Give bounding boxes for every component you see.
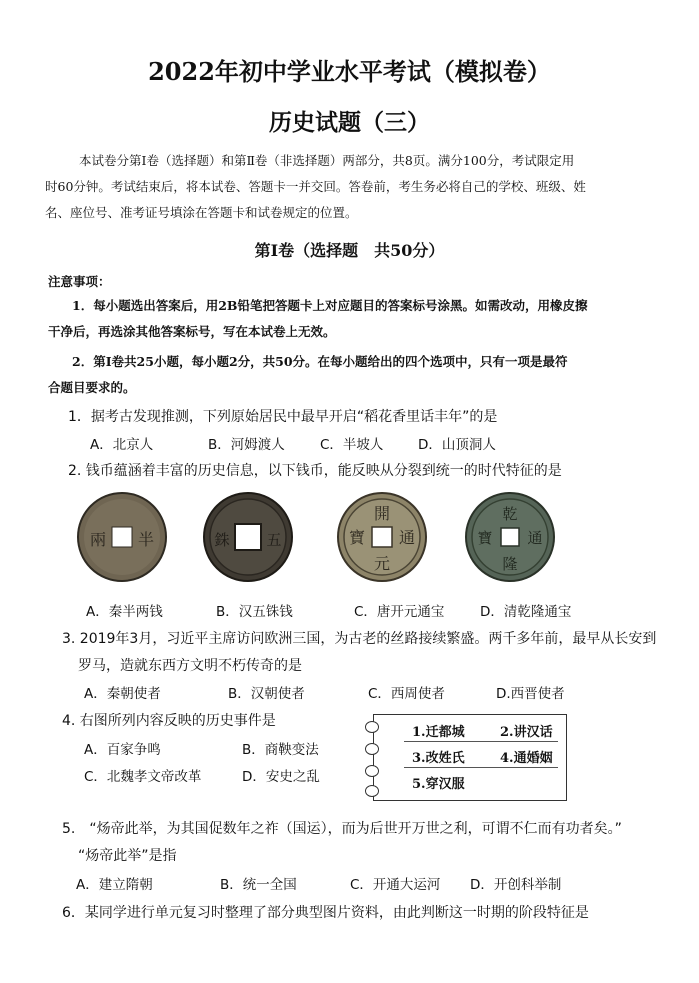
question-4-option-c[interactable]: C．北魏孝文帝改革 bbox=[84, 769, 202, 785]
coin-qianlong-image bbox=[464, 491, 556, 583]
card-item-5: 5.穿汉服 bbox=[412, 777, 465, 792]
svg-text:元: 元 bbox=[373, 554, 391, 573]
svg-text:開: 開 bbox=[373, 504, 391, 523]
card-item-3: 3.改姓氏 bbox=[412, 751, 465, 766]
question-1-option-c[interactable]: C．半坡人 bbox=[320, 437, 384, 453]
binder-ring-icon bbox=[365, 785, 379, 797]
question-5-option-b[interactable]: B．统一全国 bbox=[220, 877, 297, 893]
question-1-option-d[interactable]: D．山顶洞人 bbox=[418, 437, 496, 453]
question-3-option-a[interactable]: A．秦朝使者 bbox=[84, 686, 161, 702]
section-title: 第Ⅰ卷（选择题 共50分） bbox=[254, 241, 445, 260]
exam-title: 2022年初中学业水平考试（模拟卷） bbox=[148, 57, 551, 86]
note-2 bbox=[48, 349, 654, 401]
card-divider bbox=[404, 767, 558, 768]
card-item-2: 2.讲汉话 bbox=[500, 725, 553, 740]
question-2-option-d[interactable]: D．清乾隆通宝 bbox=[480, 604, 572, 620]
binder-ring-icon bbox=[365, 765, 379, 777]
question-2-option-c[interactable]: C．唐开元通宝 bbox=[354, 604, 445, 620]
binder-ring-icon bbox=[365, 743, 379, 755]
note-2-line-1: 2．第Ⅰ卷共25小题，每小题2分，共50分。在每小题给出的四个选项中，只有一项是最符 bbox=[72, 354, 568, 369]
subject-title: 历史试题（三） bbox=[269, 109, 430, 136]
question-5-option-c[interactable]: C．开通大运河 bbox=[350, 877, 441, 893]
svg-text:兩: 兩 bbox=[89, 530, 107, 549]
coin-banliang-image bbox=[76, 491, 168, 583]
question-3-option-d[interactable]: D.西晋使者 bbox=[496, 686, 565, 702]
question-3-stem-line-2: 罗马，造就东西方文明不朽传奇的是 bbox=[78, 658, 302, 674]
question-4-option-b[interactable]: B．商鞅变法 bbox=[242, 742, 319, 758]
question-1-stem: 1．据考古发现推测，下列原始居民中最早开启“稻花香里话丰年”的是 bbox=[68, 409, 498, 425]
note-1-line-1: 1．每小题选出答案后，用2B铅笔把答题卡上对应题目的答案标号涂黑。如需改动，用橡皮擦 bbox=[72, 298, 588, 313]
binder-ring-icon bbox=[365, 721, 379, 733]
svg-text:寶: 寶 bbox=[348, 528, 366, 547]
question-5-stem-line-1: 5. “炀帝此举，为其国促数年之祚（国运），而为后世开万世之利，可谓不仁而有功者矣。” bbox=[62, 821, 622, 837]
reform-notes-card bbox=[373, 714, 567, 801]
svg-text:五: 五 bbox=[266, 531, 282, 549]
question-4-option-d[interactable]: D．安史之乱 bbox=[242, 769, 320, 785]
question-5-stem-line-2: “炀帝此举”是指 bbox=[78, 848, 177, 864]
question-1-option-b[interactable]: B．河姆渡人 bbox=[208, 437, 285, 453]
svg-text:半: 半 bbox=[137, 530, 155, 549]
svg-text:銖: 銖 bbox=[214, 531, 230, 549]
note-1-line-2: 干净后，再选涂其他答案标号，写在本试卷上无效。 bbox=[48, 324, 336, 339]
card-divider bbox=[404, 741, 558, 742]
question-3-option-b[interactable]: B．汉朝使者 bbox=[228, 686, 305, 702]
card-item-1: 1.迁都城 bbox=[412, 725, 465, 740]
card-item-4: 4.通婚姻 bbox=[500, 751, 553, 766]
question-4-option-a[interactable]: A．百家争鸣 bbox=[84, 742, 161, 758]
intro-paragraph bbox=[45, 148, 655, 226]
question-5-option-a[interactable]: A．建立隋朝 bbox=[76, 877, 153, 893]
coin-kaiyuan-image bbox=[336, 491, 428, 583]
question-2-stem: 2. 钱币蕴涵着丰富的历史信息，以下钱币，能反映从分裂到统一的时代特征的是 bbox=[68, 463, 562, 479]
intro-line-2: 时60分钟。考试结束后，将本试卷、答题卡一并交回。答卷前，考生务必将自己的学校、班级、姓 bbox=[45, 179, 586, 194]
question-1-option-a[interactable]: A．北京人 bbox=[90, 437, 154, 453]
svg-text:通: 通 bbox=[398, 528, 416, 547]
question-4-stem: 4. 右图所列内容反映的历史事件是 bbox=[62, 713, 276, 729]
question-6-stem: 6．某同学进行单元复习时整理了部分典型图片资料，由此判断这一时期的阶段特征是 bbox=[62, 905, 589, 921]
note-1 bbox=[48, 293, 654, 345]
intro-line-3: 名、座位号、准考证号填涂在答题卡和试卷规定的位置。 bbox=[45, 205, 358, 220]
question-2-option-a[interactable]: A．秦半两钱 bbox=[86, 604, 163, 620]
question-5-option-d[interactable]: D．开创科举制 bbox=[470, 877, 562, 893]
svg-text:隆: 隆 bbox=[502, 555, 518, 573]
intro-line-1: 本试卷分第Ⅰ卷（选择题）和第Ⅱ卷（非选择题）两部分，共8页。满分100分，考试限定用 bbox=[79, 153, 575, 168]
svg-text:寶: 寶 bbox=[477, 529, 493, 547]
note-2-line-2: 合题目要求的。 bbox=[48, 380, 136, 395]
question-3-stem-line-1: 3. 2019年3月，习近平主席访问欧洲三国，为古老的丝路接续繁盛。两千多年前，最早从长安到 bbox=[62, 631, 657, 647]
question-2-option-b[interactable]: B．汉五铢钱 bbox=[216, 604, 293, 620]
coin-wuzhu-image bbox=[202, 491, 294, 583]
svg-text:通: 通 bbox=[527, 529, 543, 547]
question-3-option-c[interactable]: C．西周使者 bbox=[368, 686, 445, 702]
notes-heading: 注意事项： bbox=[48, 274, 111, 289]
svg-text:乾: 乾 bbox=[502, 505, 518, 523]
